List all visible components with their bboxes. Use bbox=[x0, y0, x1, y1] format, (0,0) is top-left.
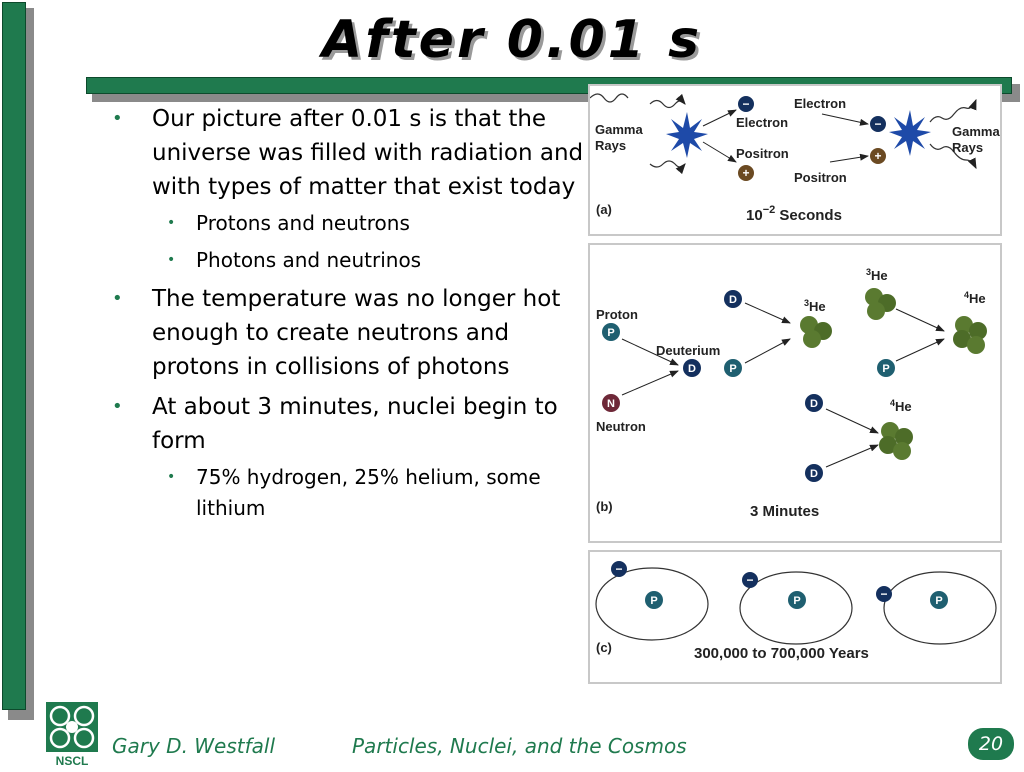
arrow-icon bbox=[896, 339, 944, 361]
bullet-dot: • bbox=[112, 396, 123, 417]
bullet-list bbox=[112, 102, 584, 592]
positron-label: Positron bbox=[794, 170, 847, 185]
figure-panel-a bbox=[588, 84, 1002, 236]
he3-label: $^3$He bbox=[866, 267, 888, 283]
sub-bullet-dot: • bbox=[167, 215, 176, 231]
particle-symbol: D bbox=[688, 363, 696, 375]
particle-symbol: P bbox=[650, 595, 658, 607]
slide-title: After 0.01 s bbox=[321, 10, 703, 70]
bullet-text: At about 3 minutes, nuclei begin to form bbox=[152, 394, 558, 454]
bullet-text: Our picture after 0.01 s is that the universe was filled with radiation and with types of matter that exist today bbox=[152, 106, 584, 200]
arrow-icon bbox=[622, 371, 678, 395]
panel-label-a: (a) bbox=[596, 202, 612, 217]
footer-course-title: Particles, Nuclei, and the Cosmos bbox=[352, 734, 687, 758]
sub-bullet-item bbox=[152, 462, 584, 524]
electron-label: Electron bbox=[736, 115, 789, 130]
particle-symbol: P bbox=[607, 327, 615, 339]
left-decorative-bar bbox=[2, 2, 26, 710]
helium3-nucleus-icon bbox=[865, 288, 896, 320]
positron-symbol: + bbox=[742, 166, 750, 180]
arrow-icon bbox=[830, 156, 868, 162]
deuterium-label: Deuterium bbox=[656, 343, 721, 358]
caption-a: $10^{-2}$ Seconds bbox=[746, 204, 842, 224]
gamma-wave-icon bbox=[930, 100, 976, 122]
particle-symbol: P bbox=[729, 363, 737, 375]
caption-b: 3 Minutes bbox=[750, 503, 820, 520]
he4-label: $^4$He bbox=[890, 398, 912, 414]
gamma-burst-icon bbox=[889, 110, 931, 156]
panel-label-b: (b) bbox=[596, 499, 613, 514]
helium4-nucleus-icon bbox=[879, 422, 913, 460]
sub-bullet-text: Protons and neutrons bbox=[196, 211, 410, 235]
gamma-wave-icon bbox=[650, 101, 685, 108]
bullet-item bbox=[112, 282, 584, 384]
bullet-text: The temperature was no longer hot enough to create neutrons and protons in collisions of photons bbox=[152, 286, 561, 380]
arrow-icon bbox=[745, 339, 790, 363]
gamma-rays-left-label: Rays bbox=[595, 138, 627, 153]
particle-symbol: P bbox=[882, 363, 890, 375]
nscl-logo bbox=[46, 702, 98, 768]
particle-symbol: − bbox=[615, 562, 623, 576]
positron-symbol: + bbox=[874, 149, 882, 163]
bullet-item bbox=[112, 390, 584, 524]
he4-label: $^4$He bbox=[964, 290, 986, 306]
bullet-dot: • bbox=[112, 108, 123, 129]
particle-symbol: P bbox=[935, 595, 943, 607]
particle-symbol: D bbox=[810, 398, 818, 410]
helium4-nucleus-icon bbox=[953, 316, 987, 354]
caption-c: 300,000 to 700,000 Years bbox=[694, 645, 869, 662]
particle-symbol: − bbox=[880, 587, 888, 601]
arrow-icon bbox=[703, 110, 736, 126]
sub-bullet-dot: • bbox=[167, 252, 176, 268]
gamma-wave-icon bbox=[590, 94, 628, 102]
panel-label-c: (c) bbox=[596, 640, 612, 655]
gamma-rays-right-label: Gamma bbox=[952, 124, 1000, 139]
footer-author: Gary D. Westfall bbox=[112, 734, 276, 758]
page-number-badge: 20 bbox=[968, 728, 1014, 760]
gamma-burst-icon bbox=[666, 112, 708, 158]
proton-label: Proton bbox=[596, 307, 638, 322]
figure-panel-b bbox=[588, 243, 1002, 543]
sub-bullet-list bbox=[152, 208, 584, 276]
particle-symbol: N bbox=[607, 398, 615, 410]
bullet-item bbox=[112, 102, 584, 276]
helium3-nucleus-icon bbox=[800, 316, 832, 348]
positron-label: Positron bbox=[736, 146, 789, 161]
sub-bullet-list bbox=[152, 462, 584, 524]
sub-bullet-dot: • bbox=[167, 469, 176, 485]
sub-bullet-item bbox=[152, 208, 584, 239]
electron-symbol: − bbox=[742, 97, 750, 111]
gamma-rays-right-label: Rays bbox=[952, 140, 984, 155]
particle-symbol: D bbox=[729, 294, 737, 306]
figure-a-diagram bbox=[590, 86, 1000, 234]
sub-bullet-text: 75% hydrogen, 25% helium, some lithium bbox=[196, 465, 541, 520]
arrow-icon bbox=[745, 303, 790, 323]
electron-symbol: − bbox=[874, 117, 882, 131]
arrow-icon bbox=[703, 142, 736, 162]
arrow-icon bbox=[896, 309, 944, 331]
electron-label: Electron bbox=[794, 96, 847, 111]
arrow-icon bbox=[822, 114, 868, 124]
sub-bullet-item bbox=[152, 245, 584, 276]
arrow-icon bbox=[826, 445, 878, 467]
gamma-wave-icon bbox=[650, 161, 685, 167]
neutron-label: Neutron bbox=[596, 419, 646, 434]
gamma-rays-left-label: Gamma bbox=[595, 122, 643, 137]
figure-panel-c bbox=[588, 550, 1002, 684]
logo-text: NSCL bbox=[55, 754, 89, 768]
figure-c-diagram bbox=[590, 552, 1000, 682]
particle-symbol: D bbox=[810, 468, 818, 480]
arrow-icon bbox=[826, 409, 878, 433]
bullet-dot: • bbox=[112, 288, 123, 309]
he3-label: $^3$He bbox=[804, 298, 826, 314]
sub-bullet-text: Photons and neutrinos bbox=[196, 248, 422, 272]
particle-symbol: − bbox=[746, 573, 754, 587]
particle-symbol: P bbox=[793, 595, 801, 607]
figure-b-diagram bbox=[590, 245, 1000, 541]
